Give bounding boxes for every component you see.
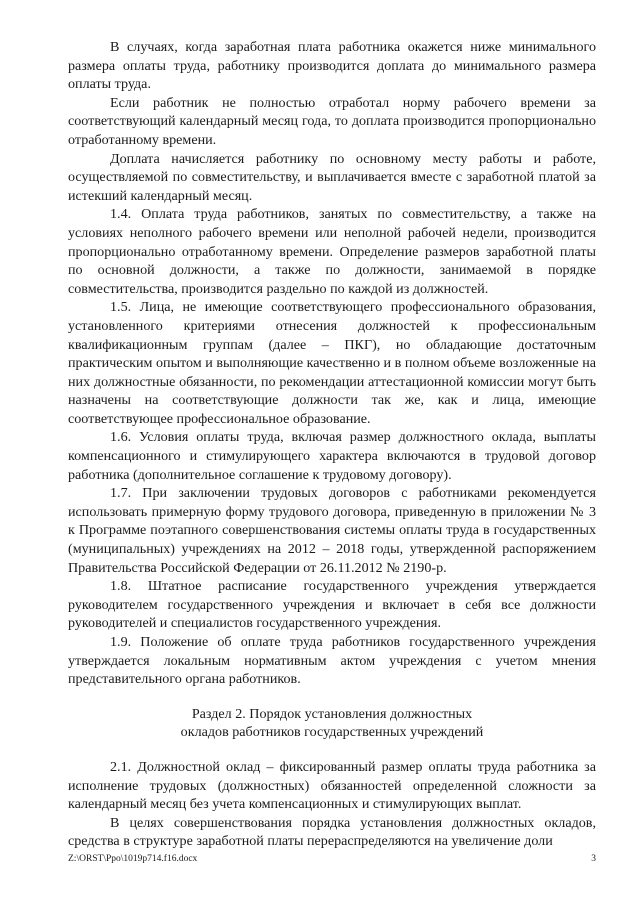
document-body — [68, 38, 596, 851]
paragraph-partial-time: Если работник не полностью отработал норму рабочего времени за соответствующий календарный месяц года, то доплата производится пропорционально отработанному времени. — [68, 94, 596, 148]
section-heading-line-2: окладов работников государственных учреждений — [180, 724, 484, 741]
paragraph-1-4: 1.4. Оплата труда работников, занятых по совместительству, а также на условиях неполного рабочего времени или неполной рабочей недели, производится пропорционально отработанному времени. Определение размеров заработной платы по основной должности, а также по должности, занимаемой в порядке совместительства, производится раздельно по каждой из должностей. — [68, 206, 596, 297]
page-number: 3 — [591, 854, 596, 864]
paragraph-min-wage: В случаях, когда заработная плата работника окажется ниже минимального размера оплаты труда, работнику производится доплата до минимального размера оплаты труда. — [68, 39, 596, 93]
section-heading-line-1: Раздел 2. Порядок установления должностных — [191, 705, 473, 722]
paragraph-2-1: 2.1. Должностной оклад – фиксированный размер оплаты труда работника за исполнение трудовых (должностных) обязанностей определенной сложности за календарный месяц без учета компенсационных и стимулирующих выплат. — [68, 758, 596, 813]
paragraph-improvement: В целях совершенствования порядка установления должностных окладов, средства в структуре заработной платы перераспределяются на увеличение доли — [68, 814, 596, 850]
paragraph-1-9: 1.9. Положение об оплате труда работников государственного учреждения утверждается локальным нормативным актом учреждения с учетом мнения представительного органа работников. — [68, 634, 596, 688]
paragraph-1-5: 1.5. Лица, не имеющие соответствующего профессионального образования, установленного критериями отнесения должностей к профессиональным квалификационным группам (далее – ПКГ), но обладающие достаточным практическим опытом и выполняющие качественно и в полном объеме возложенные на них должностные обязанности, по рекомендации аттестационной комиссии могут быть назначены на соответствующие должности так же, как и лица, имеющие соответствующее профессиональное образование. — [68, 299, 596, 427]
paragraph-1-7: 1.7. При заключении трудовых договоров с работниками рекомендуется использовать примерную форму трудового договора, приведенную в приложении № 3 к Программе поэтапного совершенствования системы оплаты труда в государственных (муниципальных) учреждениях на 2012 – 2018 годы, утвержденной распоряжением Правительства Российской Федерации от 26.11.2012 № 2190-р. — [68, 485, 596, 576]
section-heading — [68, 705, 596, 742]
file-path: Z:\ORST\Ppo\1019p714.f16.docx — [68, 854, 198, 864]
paragraph-surcharge: Доплата начисляется работнику по основному месту работы и работе, осуществляемой по совместительству, и выплачивается вместе с заработной платой за истекший календарный месяц. — [68, 150, 596, 204]
paragraph-1-8: 1.8. Штатное расписание государственного учреждения утверждается руководителем государственного учреждения и включает в себя все должности руководителей и специалистов государственного учреждения. — [68, 578, 596, 632]
paragraph-1-6: 1.6. Условия оплаты труда, включая размер должностного оклада, выплаты компенсационного и стимулирующего характера включаются в трудовой договор работника (дополнительное соглашение к трудовому договору). — [68, 429, 596, 483]
